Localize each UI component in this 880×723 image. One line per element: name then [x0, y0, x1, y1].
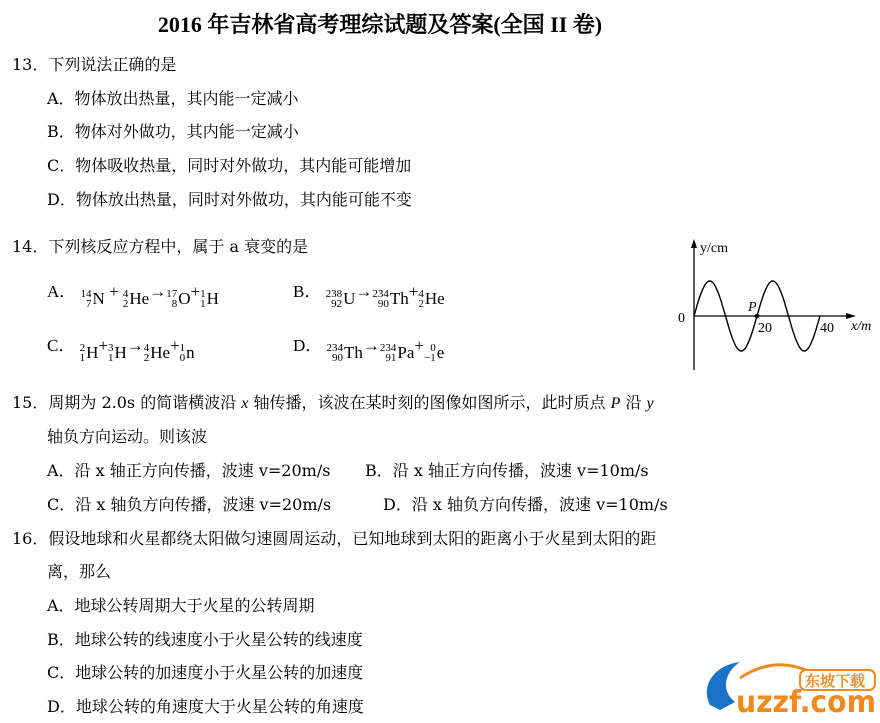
nuclide	[424, 343, 444, 363]
symbol: He	[129, 289, 150, 308]
symbol: He	[150, 343, 171, 362]
mass-number: 234	[326, 342, 344, 354]
nuclide	[326, 289, 356, 309]
q13-option-c: C．物体吸收热量，同时对外做功，其内能可能增加	[47, 156, 412, 175]
option-label: D．	[293, 336, 323, 355]
operator: +	[408, 282, 419, 301]
q14-option-c	[47, 336, 195, 363]
symbol: O	[178, 289, 191, 308]
mass-number: 1	[200, 288, 206, 300]
mass-number: 2	[79, 342, 86, 354]
atomic-number: 1	[107, 352, 114, 364]
atomic-number: 92	[331, 298, 343, 310]
atomic-number: 2	[122, 298, 129, 310]
q15-line2: 轴负方向运动。则该波	[47, 427, 208, 446]
logo-text: uzzf.com	[736, 685, 876, 720]
q16-option-d: D．地球公转的角速度大于火星公转的角速度	[47, 697, 364, 716]
option-label: B．	[293, 282, 322, 301]
origin-label: 0	[678, 311, 685, 326]
mass-number: 4	[122, 288, 129, 300]
atomic-number: 1	[200, 298, 206, 310]
q14-option-b	[293, 282, 445, 309]
option-label: A．	[47, 282, 77, 301]
q16-line1: 16．假设地球和火星都绕太阳做匀速圆周运动，已知地球到太阳的距离小于火星到太阳的距	[12, 529, 657, 548]
tick-20: 20	[758, 321, 772, 336]
tick-40: 40	[820, 321, 834, 336]
y-axis-label: y/cm	[700, 241, 728, 256]
x-axis-label: x/m	[851, 319, 872, 334]
operator: +	[98, 336, 108, 355]
operator: →	[126, 336, 144, 355]
nuclide	[418, 289, 444, 309]
symbol: He	[424, 289, 445, 308]
mass-number: 4	[143, 342, 150, 354]
mass-number: 17	[166, 288, 178, 300]
nuclide	[123, 289, 149, 309]
q14-stem: 14．下列核反应方程中，属于 a 衰变的是	[12, 237, 309, 256]
q13-option-b: B．物体对外做功，其内能一定减小	[47, 122, 299, 141]
symbol: U	[343, 289, 356, 308]
wave-graph	[670, 235, 880, 375]
mass-number: 0	[430, 342, 436, 354]
option-label: C．	[47, 336, 76, 355]
atomic-number: 2	[143, 352, 150, 364]
mass-number: 234	[379, 342, 397, 354]
nuclide	[166, 289, 190, 309]
point-p-label: P	[748, 300, 757, 315]
atomic-number: 7	[86, 298, 92, 310]
nuclide	[144, 343, 170, 363]
atomic-number: 90	[332, 352, 344, 364]
mass-number: 3	[107, 342, 114, 354]
atomic-number: 90	[377, 298, 389, 310]
atomic-number: 0	[179, 352, 186, 364]
mass-number: 238	[325, 288, 343, 300]
nuclide	[80, 343, 99, 363]
q15-option-d: D．沿 x 轴负方向传播，波速 v=10m/s	[383, 495, 668, 514]
symbol: H	[114, 343, 127, 362]
mass-number: 14	[80, 288, 92, 300]
q15-option-a: A．沿 x 轴正方向传播，波速 v=20m/s	[47, 461, 331, 480]
q13-option-a: A．物体放出热量，其内能一定减小	[47, 89, 299, 108]
symbol: Pa	[397, 343, 415, 362]
q15-option-b: B．沿 x 轴正方向传播，波速 v=10m/s	[365, 461, 649, 480]
q15-text: 15．周期为 2.0s 的简谐横波沿	[12, 393, 242, 412]
page-title: 2016 年吉林省高考理综试题及答案(全国 II 卷)	[157, 12, 603, 37]
symbol: e	[436, 343, 445, 362]
atomic-number: 1	[79, 352, 86, 364]
operator: →	[355, 282, 373, 301]
nuclide	[180, 343, 195, 363]
var-p: P	[610, 395, 621, 412]
q13-stem: 13．下列说法正确的是	[12, 55, 177, 74]
atomic-number: −1	[424, 352, 436, 364]
uzzf-watermark-logo	[700, 650, 880, 720]
q14-option-d	[293, 336, 444, 363]
nuclide	[327, 343, 363, 363]
y-axis-arrow-icon	[691, 239, 697, 248]
operator: +	[104, 282, 123, 301]
q16-option-c: C．地球公转的加速度小于火星公转的加速度	[47, 663, 364, 682]
q16-option-b: B．地球公转的线速度小于火星公转的线速度	[47, 630, 363, 649]
symbol: H	[206, 289, 219, 308]
q16-line2: 离，那么	[47, 562, 112, 581]
nuclide	[380, 343, 415, 363]
operator: +	[414, 336, 425, 355]
symbol: Th	[344, 343, 363, 362]
atomic-number: 2	[418, 298, 424, 310]
nuclide	[81, 289, 105, 309]
symbol: H	[86, 343, 99, 362]
symbol: N	[92, 289, 105, 308]
nuclide	[108, 343, 127, 363]
symbol: n	[186, 343, 195, 362]
atomic-number: 91	[385, 352, 397, 364]
q13-option-d: D．物体放出热量，同时对外做功，其内能可能不变	[47, 190, 412, 209]
operator: +	[170, 336, 180, 355]
q15-text: 沿	[620, 393, 647, 412]
nuclide	[200, 289, 219, 309]
logo-cn-text: 东坡下载	[805, 672, 866, 690]
symbol: Th	[389, 289, 409, 308]
q14-option-a	[47, 282, 219, 309]
operator: →	[149, 282, 167, 301]
operator: +	[190, 282, 201, 301]
var-x: x	[241, 395, 249, 412]
q15-text: 轴传播，该波在某时刻的图像如图所示，此时质点	[248, 393, 611, 412]
q15-option-c: C．沿 x 轴负方向传播，波速 v=20m/s	[47, 495, 332, 514]
q16-option-a: A．地球公转周期大于火星的公转周期	[47, 596, 315, 615]
mass-number: 234	[372, 288, 389, 300]
mass-number: 4	[418, 288, 424, 300]
mass-number: 1	[179, 342, 186, 354]
var-y: y	[646, 395, 654, 412]
q15-line1	[12, 393, 654, 414]
nuclide	[372, 289, 408, 309]
operator: →	[362, 336, 380, 355]
atomic-number: 8	[171, 298, 178, 310]
